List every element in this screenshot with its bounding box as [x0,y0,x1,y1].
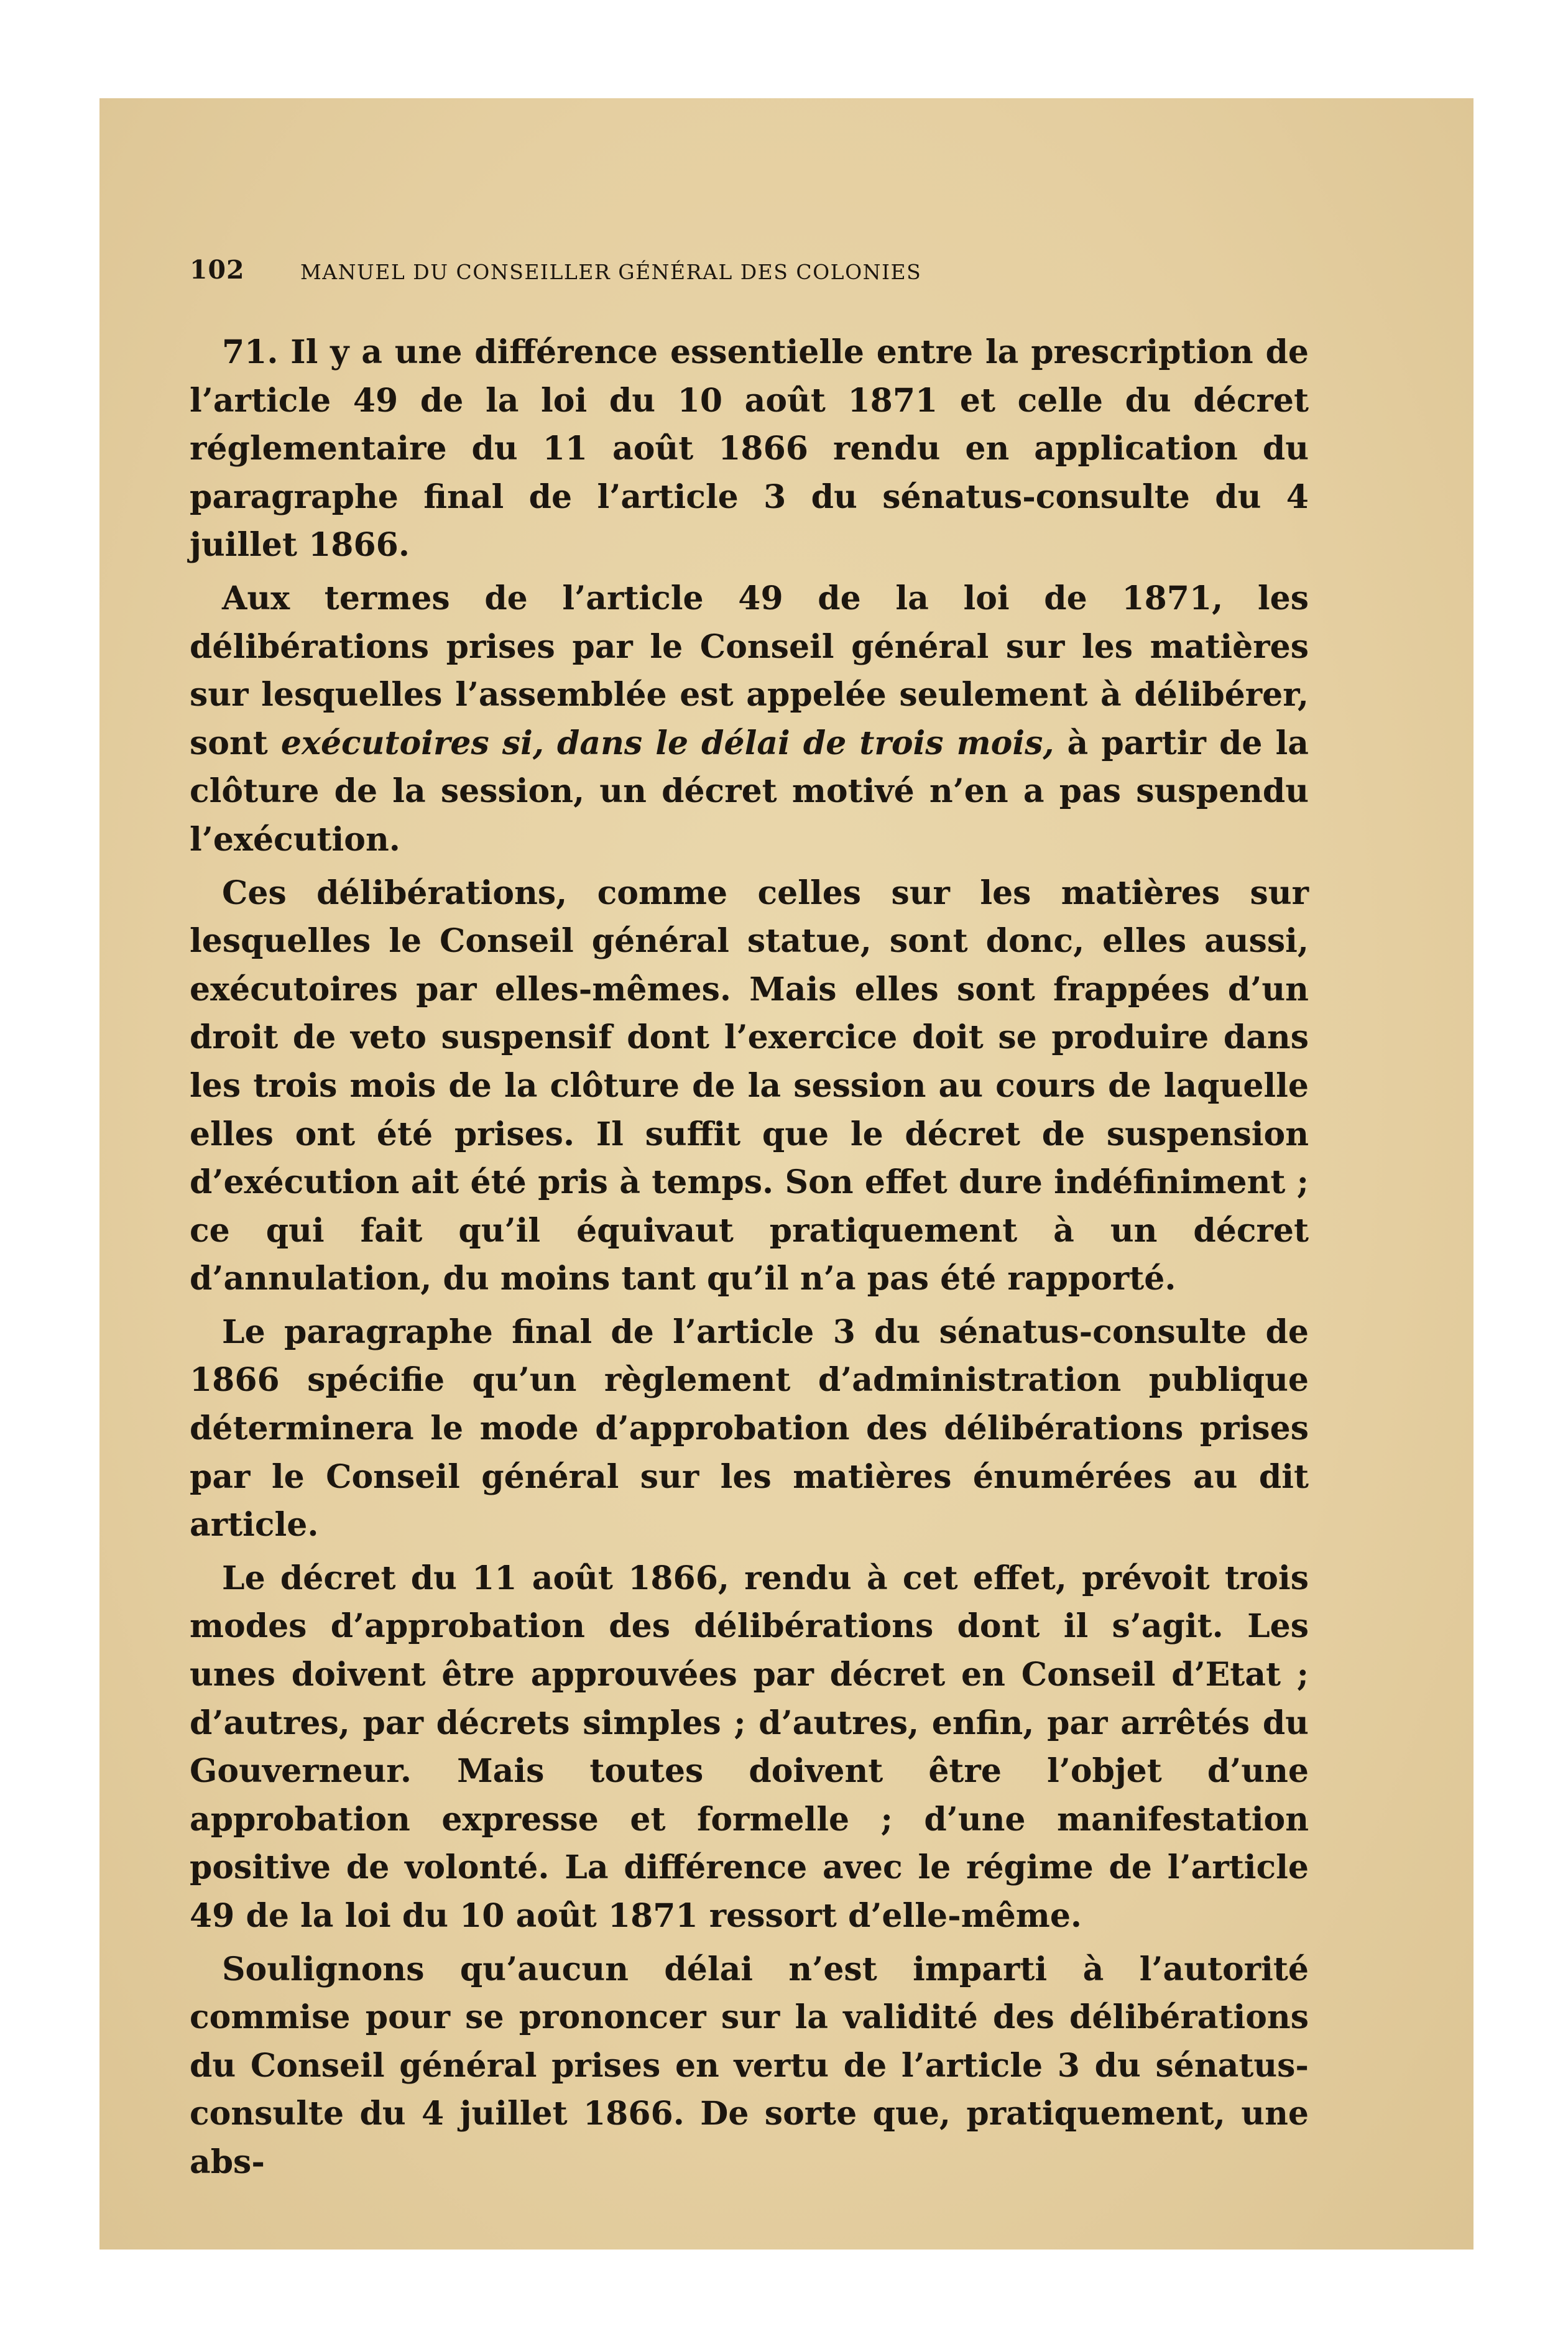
paragraph-senatus-consulte: Le paragraphe final de l’article 3 du sénatus-consulte de 1866 spécifie qu’un règlement d’administration publique déterminera le mode d’approbation des délibérations prises par le Conseil général sur les matières énumérées au dit article. [190,1313,1309,1544]
italic-phrase: exécutoires si, dans le délai de trois mois, [280,724,1054,762]
document-page [190,255,1309,2187]
paragraph-decree-1866: Le décret du 11 août 1866, rendu à cet effet, prévoit trois modes d’approbation des délibérations dont il s’agit. Les unes doivent être approuvées par décret en Conseil d’Etat ; d’autres, par décrets simples ; d’autres, enfin, par arrêtés du Gouverneur. Mais toutes doivent être l’objet d’une approbation expresse et formelle ; d’une manifestation positive de volonté. La différence avec le régime de l’article 49 de la loi du 10 août 1871 ressort d’elle-même. [190,1559,1309,1935]
running-title: MANUEL DU CONSEILLER GÉNÉRAL DES COLONIES [300,260,922,284]
body-text [190,328,1309,2187]
page-number: 102 [190,255,245,285]
paragraph-deliberations: Ces délibérations, comme celles sur les matières sur lesquelles le Conseil général statue, sont donc, elles aussi, exécutoires par elles-mêmes. Mais elles sont frappées d’un droit de veto suspensif dont l’exercice doit se produire dans les trois mois de la clôture de la session au cours de laquelle elles ont été prises. Il suffit que le décret de suspension d’exécution ait été pris à temps. Son effet dure indéfiniment ; ce qui fait qu’il équivaut pratiquement à un décret d’annulation, du moins tant qu’il n’a pas été rapporté. [190,874,1309,1298]
paragraph-article-49 [190,575,1309,864]
paragraph-text: à partir de la clôture de la session, un décret motivé n’en a pas suspendu l’exécution. [190,724,1309,859]
paragraph-soulignons: Soulignons qu’aucun délai n’est imparti à l’autorité commise pour se prononcer sur la validité des délibérations du Conseil général prises en vertu de l’article 3 du sénatus-consulte du 4 juillet 1866. De sorte que, pratiquement, une abs- [190,1950,1309,2181]
paragraph-text: Aux termes de l’article 49 de la loi de 1871, les délibérations prises par le Conseil général sur les matières sur lesquelles l’assemblée est appelée seulement à délibérer, sont [190,579,1309,762]
paragraph-71: 71. Il y a une différence essentielle entre la prescription de l’article 49 de la loi du 10 août 1871 et celle du décret réglementaire du 11 août 1866 rendu en application du paragraphe final de l’article 3 du sénatus-consulte du 4 juillet 1866. [190,333,1309,565]
page-header [190,255,1309,292]
